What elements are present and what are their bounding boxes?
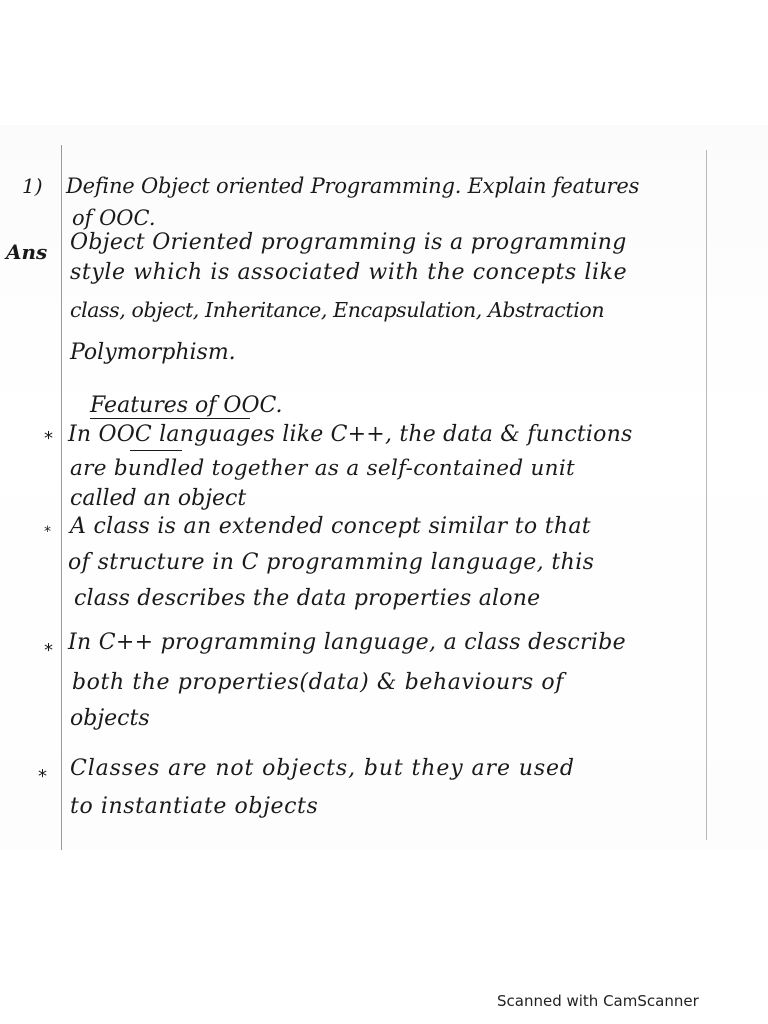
bullet-2-line-3: class describes the data properties alone <box>74 586 541 611</box>
question-number: 1) <box>22 174 43 198</box>
margin-line <box>61 145 62 850</box>
camscanner-watermark: Scanned with CamScanner <box>497 992 699 1010</box>
right-margin-line <box>706 150 707 840</box>
bullet-1-line-3: called an object <box>70 486 247 511</box>
bullet-marker: * <box>44 524 51 540</box>
features-heading: Features of OOC. <box>90 393 283 418</box>
bullet-3-line-3: objects <box>70 706 150 731</box>
bullet-marker: * <box>38 766 47 787</box>
bullet-4-line-2: to instantiate objects <box>70 794 319 819</box>
answer-line-3: class, object, Inheritance, Encapsulation, Abstraction <box>70 298 605 322</box>
bullet-2-line-1: A class is an extended concept similar to that <box>70 514 591 539</box>
bullet-4-line-1: Classes are not objects, but they are used <box>70 756 575 781</box>
bullet-3-line-1: In C++ programming language, a class describe <box>68 630 626 655</box>
bullet-2-line-2: of structure in C programming language, this <box>68 550 595 575</box>
answer-line-4: Polymorphism. <box>70 340 236 365</box>
bullet-1-line-1: In OOC languages like C++, the data & functions <box>68 422 633 447</box>
bullet-marker: * <box>44 640 53 661</box>
answer-marker: Ans <box>6 240 48 264</box>
ooc-underline <box>130 450 182 451</box>
question-line-2: of OOC. <box>72 206 156 230</box>
answer-line-2: style which is associated with the concepts like <box>70 260 628 285</box>
features-heading-underline <box>90 418 250 419</box>
bullet-marker: * <box>44 428 53 449</box>
bullet-1-line-2: are bundled together as a self-contained unit <box>70 456 575 481</box>
question-line-1: Define Object oriented Programming. Explain features <box>66 174 640 198</box>
answer-line-1: Object Oriented programming is a programming <box>70 230 627 255</box>
bullet-3-line-2: both the properties(data) & behaviours of <box>72 670 564 695</box>
